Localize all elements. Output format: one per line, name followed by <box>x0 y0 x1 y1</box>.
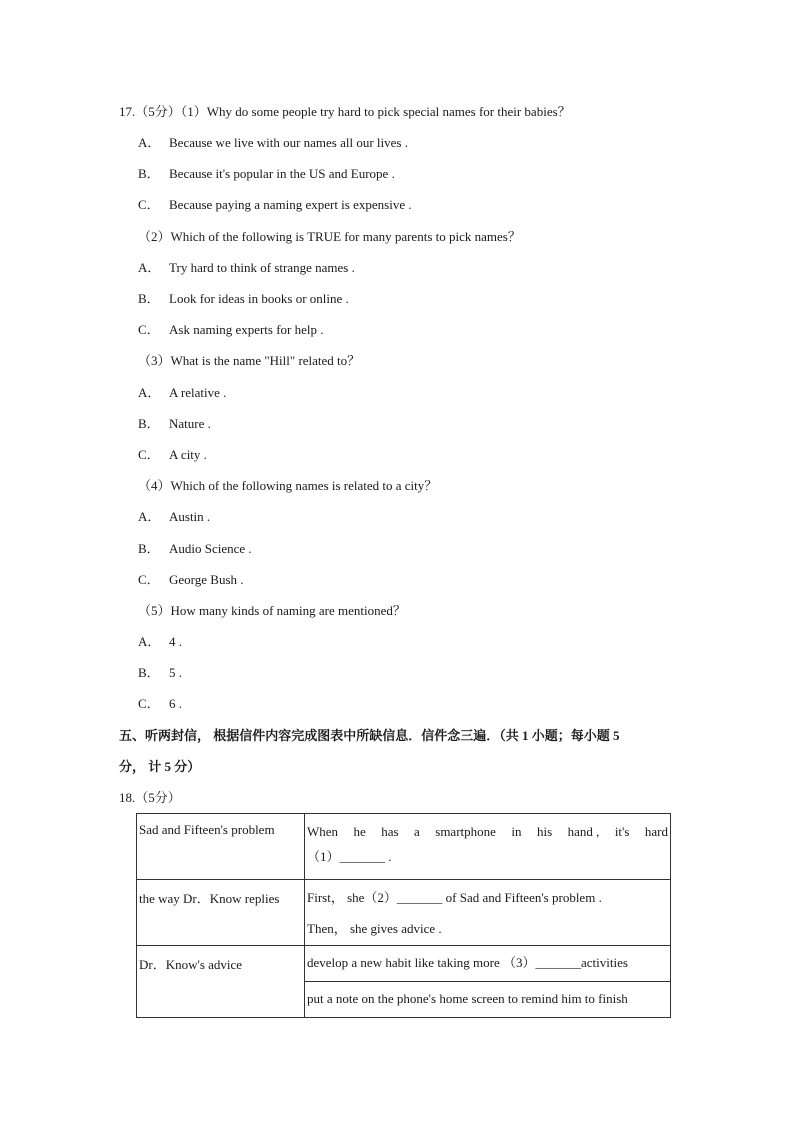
word: it's <box>614 824 630 839</box>
q17-5-option-b[interactable] <box>138 664 182 682</box>
q17-5-question: （5）How many kinds of naming are mentioned？ <box>138 603 406 618</box>
option-letter: C． <box>138 447 160 462</box>
word: hard <box>644 824 668 839</box>
table-row-label: the way Dr．Know replies <box>137 880 305 946</box>
option-text: A city . <box>169 447 207 462</box>
option-letter: B． <box>138 291 160 306</box>
q17-5-option-a[interactable] <box>138 633 182 651</box>
option-text: 6 . <box>169 696 182 711</box>
option-letter: B． <box>138 416 160 431</box>
section-5-heading-line2: 分， 计 5 分） <box>119 759 201 774</box>
row1-line1 <box>307 814 668 841</box>
option-letter: A． <box>138 260 161 275</box>
blank-1-line[interactable]: （1）_______ . <box>307 849 392 864</box>
option-text: George Bush . <box>169 572 244 587</box>
option-text: 4 . <box>169 634 182 649</box>
table-row-content <box>305 946 671 982</box>
option-text: Try hard to think of strange names . <box>169 260 355 275</box>
question-18-stem: 18.（5分） <box>119 790 181 805</box>
option-letter: C． <box>138 572 160 587</box>
word: When <box>307 824 339 839</box>
q17-3-option-b[interactable] <box>138 415 211 433</box>
table-row-content <box>305 814 671 880</box>
option-letter: C． <box>138 197 160 212</box>
word: has <box>381 824 399 839</box>
section-5-heading-line1: 五、听两封信， 根据信件内容完成图表中所缺信息．信件念三遍．（共 1 小题；每小题 5 <box>119 728 620 743</box>
option-letter: A． <box>138 385 161 400</box>
option-text: Because we live with our names all our lives . <box>169 135 408 150</box>
table-row <box>137 880 671 946</box>
q17-4-option-c[interactable] <box>138 571 244 589</box>
option-letter: B． <box>138 166 160 181</box>
table-row <box>137 814 671 880</box>
q17-1-option-b[interactable] <box>138 165 395 183</box>
option-letter: C． <box>138 322 160 337</box>
option-letter: C． <box>138 696 160 711</box>
option-text: Look for ideas in books or online . <box>169 291 349 306</box>
option-letter: A． <box>138 634 161 649</box>
letter-info-table <box>136 813 671 1018</box>
row2-line2: Then， she gives advice . <box>307 921 442 936</box>
q17-4-option-a[interactable] <box>138 508 210 526</box>
option-text: Because paying a naming expert is expensive . <box>169 197 412 212</box>
option-text: A relative . <box>169 385 227 400</box>
option-letter: B． <box>138 541 160 556</box>
q17-1-option-a[interactable] <box>138 134 408 152</box>
q17-2-option-b[interactable] <box>138 290 349 308</box>
option-letter: A． <box>138 509 161 524</box>
table-row-content <box>305 880 671 946</box>
q17-2-question: （2）Which of the following is TRUE for many parents to pick names？ <box>138 229 521 244</box>
option-text: 5 . <box>169 665 182 680</box>
word: his <box>536 824 553 839</box>
word: a <box>414 824 420 839</box>
q17-1-option-c[interactable] <box>138 196 412 214</box>
table-row-content <box>305 982 671 1018</box>
q17-4-option-b[interactable] <box>138 540 252 558</box>
word: in <box>511 824 522 839</box>
blank-3-line[interactable]: develop a new habit like taking more （3）_______activities <box>307 955 628 970</box>
q17-3-option-a[interactable] <box>138 384 226 402</box>
option-letter: A． <box>138 135 161 150</box>
table-row-label: Sad and Fifteen's problem <box>137 814 305 880</box>
q17-3-question: （3）What is the name "Hill" related to？ <box>138 353 361 368</box>
q17-4-question: （4）Which of the following names is related to a city？ <box>138 478 438 493</box>
row3-line2: put a note on the phone's home screen to remind him to finish <box>307 991 628 1006</box>
blank-2-line[interactable]: First， she（2）_______ of Sad and Fifteen's problem . <box>307 890 602 905</box>
table-row-label: Dr．Know's advice <box>137 946 305 1018</box>
q17-2-option-c[interactable] <box>138 321 324 339</box>
q17-5-option-c[interactable] <box>138 695 182 713</box>
word: hand , <box>567 824 600 839</box>
option-text: Ask naming experts for help . <box>169 322 324 337</box>
option-letter: B． <box>138 665 160 680</box>
option-text: Nature . <box>169 416 211 431</box>
table-row <box>137 946 671 982</box>
option-text: Austin . <box>169 509 211 524</box>
option-text: Audio Science . <box>169 541 252 556</box>
word: he <box>353 824 366 839</box>
question-17-stem: 17.（5分）（1）Why do some people try hard to pick special names for their babies？ <box>119 104 571 119</box>
word: smartphone <box>435 824 496 839</box>
option-text: Because it's popular in the US and Europe . <box>169 166 395 181</box>
q17-3-option-c[interactable] <box>138 446 207 464</box>
q17-2-option-a[interactable] <box>138 259 355 277</box>
